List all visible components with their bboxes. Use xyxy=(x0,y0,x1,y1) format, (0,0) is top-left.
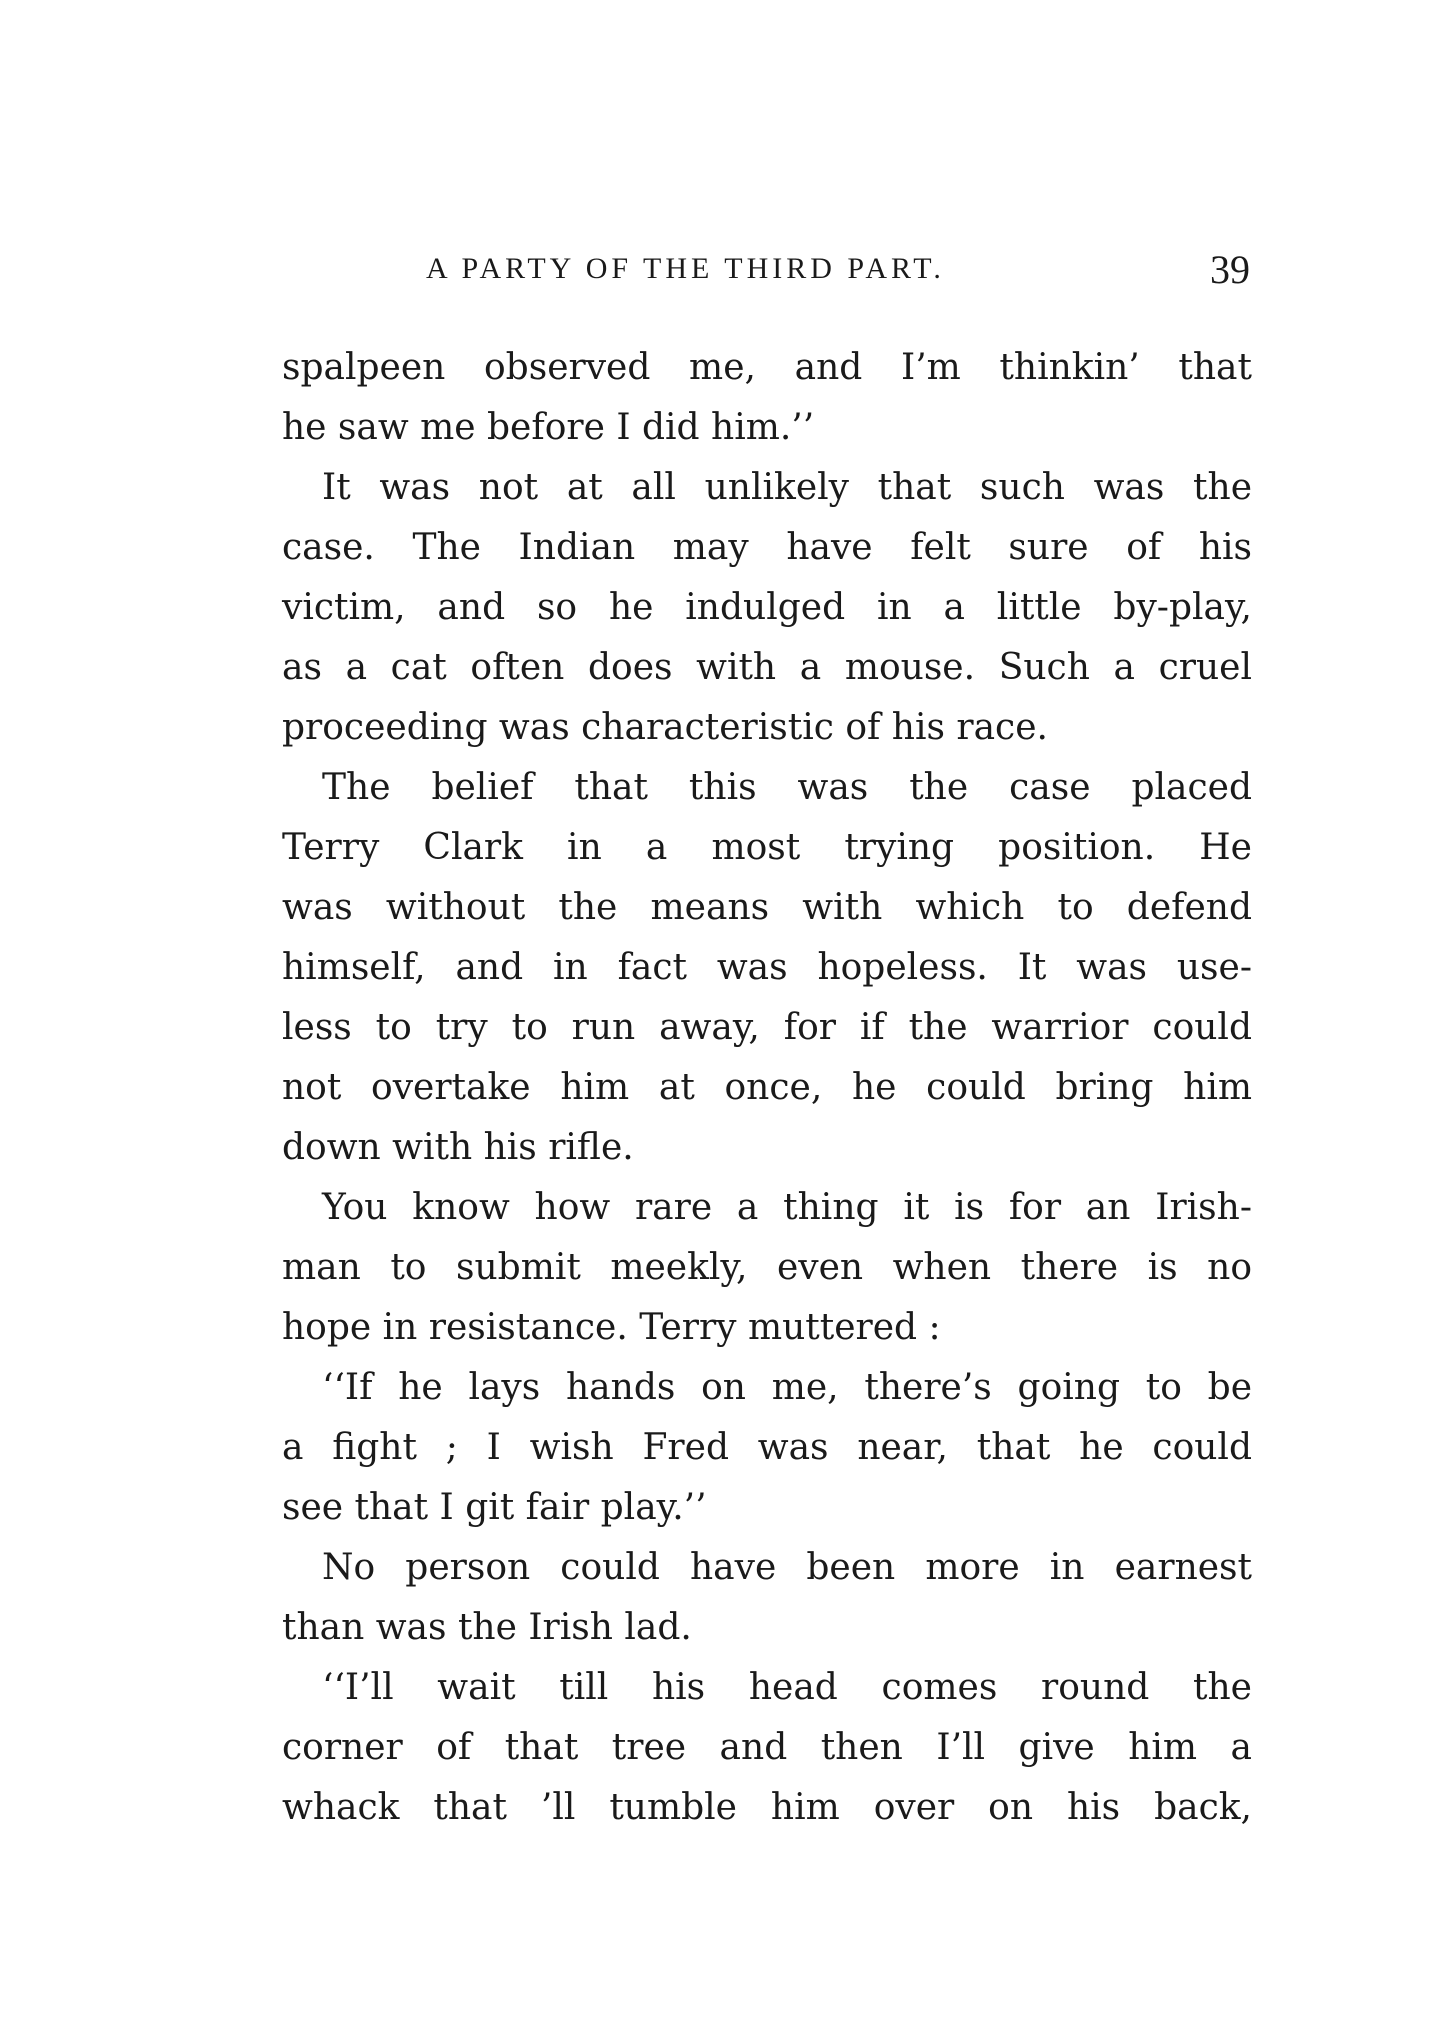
text-line: ‘‘I’ll wait till his head comes round the xyxy=(322,1667,1252,1708)
text-line: victim, and so he indulged in a little by-play, xyxy=(282,587,1252,628)
text-line: ‘‘If he lays hands on me, there’s going to be xyxy=(322,1367,1252,1408)
text-line: It was not at all unlikely that such was the xyxy=(322,467,1252,508)
text-line: a fight ; I wish Fred was near, that he could xyxy=(282,1427,1252,1468)
text-line: than was the Irish lad. xyxy=(282,1607,692,1648)
text-line: whack that ’ll tumble him over on his back, xyxy=(282,1787,1252,1828)
text-line: he saw me before I did him.’’ xyxy=(282,407,815,448)
text-line: not overtake him at once, he could bring him xyxy=(282,1067,1252,1108)
body-text xyxy=(282,338,1252,1838)
text-line: was without the means with which to defend xyxy=(282,887,1252,928)
text-line: himself, and in fact was hopeless. It was use- xyxy=(282,947,1252,988)
text-line: No person could have been more in earnest xyxy=(322,1547,1252,1588)
text-line: You know how rare a thing it is for an Irish- xyxy=(322,1187,1252,1228)
text-line: Terry Clark in a most trying position. He xyxy=(282,827,1252,868)
running-head xyxy=(420,246,1250,296)
text-line: proceeding was characteristic of his race. xyxy=(282,707,1048,748)
text-line: hope in resistance. Terry muttered : xyxy=(282,1307,941,1348)
text-line: case. The Indian may have felt sure of his xyxy=(282,527,1252,568)
running-title: A PARTY OF THE THIRD PART. xyxy=(426,252,945,285)
text-line: less to try to run away, for if the warrior could xyxy=(282,1007,1252,1048)
text-line: spalpeen observed me, and I’m thinkin’ that xyxy=(282,347,1252,388)
text-line: The belief that this was the case placed xyxy=(322,767,1252,808)
text-line: man to submit meekly, even when there is no xyxy=(282,1247,1252,1288)
text-line: corner of that tree and then I’ll give him a xyxy=(282,1727,1252,1768)
text-line: down with his rifle. xyxy=(282,1127,634,1168)
text-line: as a cat often does with a mouse. Such a cruel xyxy=(282,647,1252,688)
page-number: 39 xyxy=(1210,247,1250,292)
text-line: see that I git fair play.’’ xyxy=(282,1487,707,1528)
